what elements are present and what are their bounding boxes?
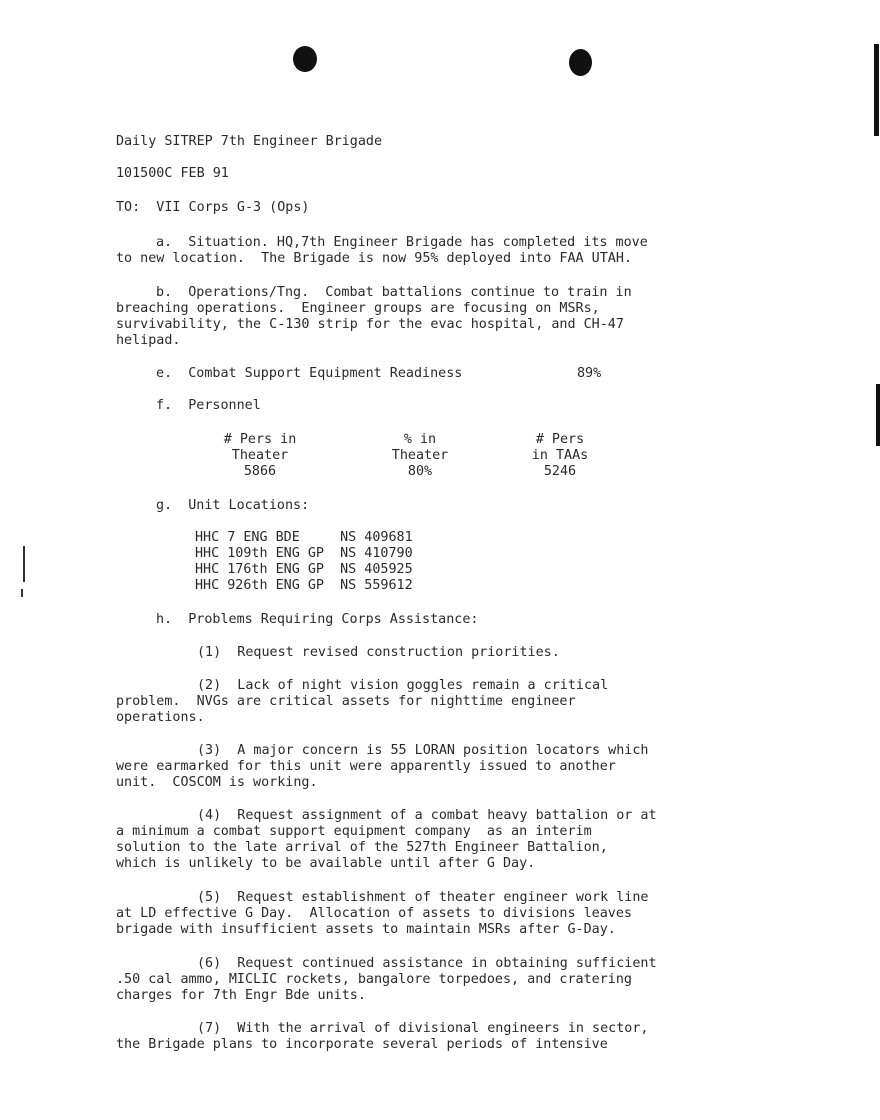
problem-3-line-2: were earmarked for this unit were apparently issued to another — [116, 759, 616, 774]
problem-4-line-1: (4) Request assignment of a combat heavy battalion or at — [197, 808, 657, 823]
margin-mark-long — [23, 546, 25, 582]
unit-location-row: HHC 109th ENG GP NS 410790 — [195, 546, 413, 561]
personnel-col-2-header-1: % in — [403, 432, 437, 447]
margin-mark-short — [21, 589, 23, 597]
personnel-label: f. Personnel — [156, 398, 261, 413]
problem-1: (1) Request revised construction priorities. — [197, 645, 560, 660]
problem-5-line-1: (5) Request establishment of theater engineer work line — [197, 890, 649, 905]
problem-4-line-3: solution to the late arrival of the 527th Engineer Battalion, — [116, 840, 608, 855]
problem-4-line-4: which is unlikely to be available until after G Day. — [116, 856, 536, 871]
punch-hole-left — [293, 46, 317, 72]
personnel-col-1-header-1: # Pers in — [223, 432, 297, 447]
problem-6-line-1: (6) Request continued assistance in obtaining sufficient — [197, 956, 657, 971]
problem-5-line-3: brigade with insufficient assets to maintain MSRs after G-Day. — [116, 922, 616, 937]
personnel-col-2-value: 80% — [407, 464, 433, 479]
addressee: TO: VII Corps G-3 (Ops) — [116, 200, 310, 215]
date-time-group: 101500C FEB 91 — [116, 166, 229, 181]
personnel-col-2-header-2: Theater — [391, 448, 449, 463]
personnel-col-1-header-2: Theater — [231, 448, 289, 463]
problem-2-line-1: (2) Lack of night vision goggles remain a critical — [197, 678, 609, 693]
unit-location-row: HHC 926th ENG GP NS 559612 — [195, 578, 413, 593]
para-a-line-2: to new location. The Brigade is now 95% deployed into FAA UTAH. — [116, 251, 632, 266]
personnel-col-3-value: 5246 — [543, 464, 577, 479]
problems-label: h. Problems Requiring Corps Assistance: — [156, 612, 479, 627]
problem-4-line-2: a minimum a combat support equipment company as an interim — [116, 824, 592, 839]
para-a-line-1: a. Situation. HQ,7th Engineer Brigade has completed its move — [156, 235, 648, 250]
para-b-line-2: breaching operations. Engineer groups are focusing on MSRs, — [116, 301, 600, 316]
personnel-col-3-header-1: # Pers — [535, 432, 585, 447]
scan-edge-mark-top — [874, 44, 879, 136]
problem-2-line-3: operations. — [116, 710, 205, 725]
problem-7-line-2: the Brigade plans to incorporate several periods of intensive — [116, 1037, 608, 1052]
equipment-readiness-value: 89% — [577, 366, 602, 381]
punch-hole-right — [569, 49, 592, 76]
problem-5-line-2: at LD effective G Day. Allocation of assets to divisions leaves — [116, 906, 632, 921]
para-b-line-3: survivability, the C-130 strip for the evac hospital, and CH-47 — [116, 317, 624, 332]
personnel-col-1-value: 5866 — [243, 464, 277, 479]
problem-3-line-1: (3) A major concern is 55 LORAN position locators which — [197, 743, 649, 758]
problem-6-line-2: .50 cal ammo, MICLIC rockets, bangalore torpedoes, and cratering — [116, 972, 632, 987]
problem-7-line-1: (7) With the arrival of divisional engineers in sector, — [197, 1021, 649, 1036]
document-title: Daily SITREP 7th Engineer Brigade — [116, 134, 383, 149]
scan-edge-mark-middle — [876, 384, 880, 446]
unit-location-row: HHC 7 ENG BDE NS 409681 — [195, 530, 413, 545]
personnel-col-3-header-2: in TAAs — [531, 448, 589, 463]
problem-6-line-3: charges for 7th Engr Bde units. — [116, 988, 366, 1003]
unit-location-row: HHC 176th ENG GP NS 405925 — [195, 562, 413, 577]
unit-locations-label: g. Unit Locations: — [156, 498, 310, 513]
para-b-line-4: helipad. — [116, 333, 181, 348]
para-b-line-1: b. Operations/Tng. Combat battalions continue to train in — [156, 285, 632, 300]
problem-3-line-3: unit. COSCOM is working. — [116, 775, 318, 790]
equipment-readiness-label: e. Combat Support Equipment Readiness — [156, 366, 463, 381]
problem-2-line-2: problem. NVGs are critical assets for nighttime engineer — [116, 694, 576, 709]
